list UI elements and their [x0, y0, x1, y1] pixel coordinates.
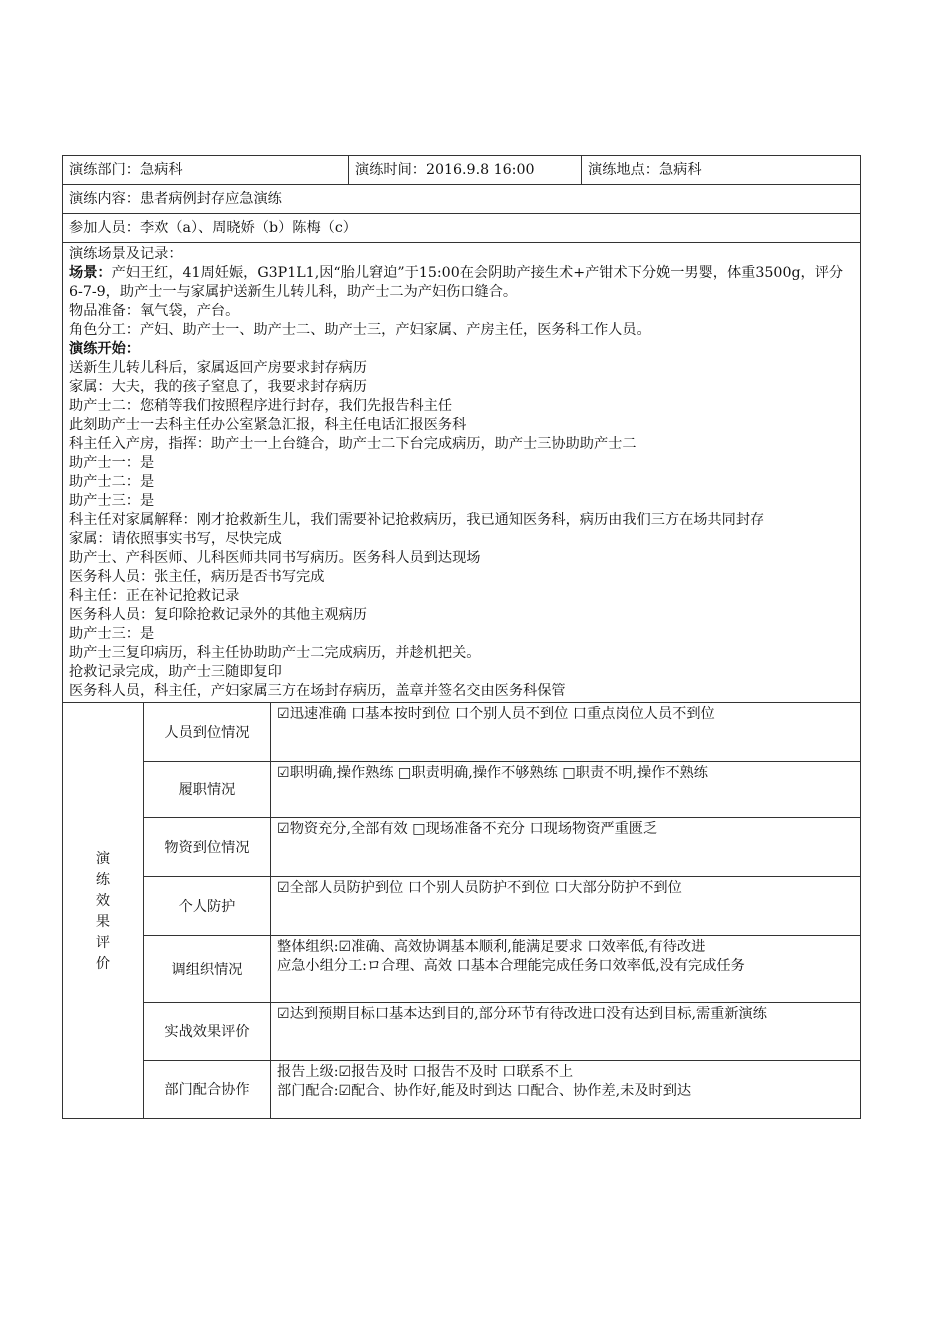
dialog-line: 医务科人员：张主任，病历是否书写完成	[69, 569, 325, 585]
dialog-line: 助产士三：是	[69, 626, 155, 642]
scene-record	[63, 243, 861, 703]
drill-place: 演练地点：急病科	[582, 156, 861, 185]
evaluation-title	[63, 703, 144, 1119]
eval-row	[63, 877, 861, 936]
eval-label: 个人防护	[144, 877, 271, 936]
eval-label: 实战效果评价	[144, 1003, 271, 1061]
eval-option-line: ☑达到预期目标口基本达到目的,部分环节有待改进口没有达到目标,需重新演练	[277, 1006, 767, 1022]
dialog-line: 抢救记录完成，助产士三随即复印	[69, 664, 282, 680]
dialog-line: 此刻助产士一去科主任办公室紧急汇报，科主任电话汇报医务科	[69, 417, 467, 433]
eval-options	[271, 762, 861, 818]
eval-row	[63, 1003, 861, 1061]
eval-option-line: ☑迅速准确 口基本按时到位 口个别人员不到位 口重点岗位人员不到位	[277, 706, 715, 722]
eval-option-line: 部门配合:☑配合、协作好,能及时到达 口配合、协作差,未及时到达	[277, 1083, 692, 1099]
scene-paragraph	[69, 264, 854, 302]
eval-row	[63, 936, 861, 1003]
dialog-line: 助产士三复印病历，科主任协助助产士二完成病历，并趁机把关。	[69, 645, 481, 661]
eval-option-line: ☑职明确,操作熟练 □职责明确,操作不够熟练 □职责不明,操作不熟练	[277, 765, 708, 781]
eval-option-line: 报告上级:☑报告及时 口报告不及时 口联系不上	[277, 1064, 574, 1080]
drill-table	[62, 155, 861, 1119]
dialog-line: 医务科人员，科主任，产妇家属三方在场封存病历，盖章并签名交由医务科保管	[69, 683, 566, 699]
scene-heading: 演练场景及记录：	[69, 246, 183, 262]
eval-options	[271, 1003, 861, 1061]
eval-options	[271, 1061, 861, 1119]
eval-options	[271, 703, 861, 762]
eval-label: 人员到位情况	[144, 703, 271, 762]
evaluation-title-char: 效	[95, 892, 111, 909]
eval-option-line: ☑全部人员防护到位 口个别人员防护不到位 口大部分防护不到位	[277, 880, 682, 896]
scene-label: 场景：	[69, 265, 112, 281]
eval-options	[271, 818, 861, 877]
drill-start-heading: 演练开始：	[69, 341, 140, 357]
eval-label: 履职情况	[144, 762, 271, 818]
content-row	[63, 185, 861, 214]
dialog-line: 送新生儿转儿科后，家属返回产房要求封存病历	[69, 360, 367, 376]
eval-options	[271, 936, 861, 1003]
dialog-line: 助产士三：是	[69, 493, 155, 509]
drill-participants: 参加人员：李欢（a）、周晓娇（b）陈梅（c）	[63, 214, 861, 243]
drill-record-form	[62, 155, 860, 1119]
eval-row	[63, 1061, 861, 1119]
header-row	[63, 156, 861, 185]
dialog-line: 助产士、产科医师、儿科医师共同书写病历。医务科人员到达现场	[69, 550, 481, 566]
dialog-line: 医务科人员：复印除抢救记录外的其他主观病历	[69, 607, 367, 623]
dialog-line: 家属：请依照事实书写，尽快完成	[69, 531, 282, 547]
dialog-line: 助产士二：您稍等我们按照程序进行封存，我们先报告科主任	[69, 398, 453, 414]
drill-time: 演练时间：2016.9.8 16:00	[349, 156, 582, 185]
eval-option-line: 整体组织:☑准确、高效协调基本顺利,能满足要求 口效率低,有待改进	[277, 939, 706, 955]
eval-row	[63, 818, 861, 877]
scene-row	[63, 243, 861, 703]
eval-option-line: ☑物资充分,全部有效 □现场准备不充分 口现场物资严重匮乏	[277, 821, 658, 837]
dialog-line: 科主任：正在补记抢救记录	[69, 588, 240, 604]
eval-label: 物资到位情况	[144, 818, 271, 877]
dialog-line: 科主任入产房，指挥：助产士一上台缝合，助产士二下台完成病历，助产士三协助助产士二	[69, 436, 637, 452]
eval-option-line: 应急小组分工:ロ合理、高效 口基本合理能完成任务口效率低,没有完成任务	[277, 958, 745, 974]
eval-row	[63, 703, 861, 762]
role-assignment: 角色分工：产妇、助产士一、助产士二、助产士三，产妇家属、产房主任，医务科工作人员。	[69, 322, 651, 338]
scene-text: 产妇王红，41周妊娠，G3P1L1,因“胎儿窘迫”于15:00在会阴助产接生术+产钳术下分娩一男婴，体重3500g，评分6-7-9，助产士一与家属护送新生儿转儿科，助产士二为产妇伤口缝合。	[69, 265, 844, 300]
evaluation-title-char: 评	[95, 934, 111, 951]
evaluation-title-char: 价	[95, 955, 111, 972]
eval-options	[271, 877, 861, 936]
eval-label: 部门配合协作	[144, 1061, 271, 1119]
dialog-line: 助产士二：是	[69, 474, 155, 490]
dialog-line: 助产士一：是	[69, 455, 155, 471]
evaluation-title-char: 练	[95, 871, 111, 888]
eval-label: 调组织情况	[144, 936, 271, 1003]
eval-row	[63, 762, 861, 818]
dialog-line: 家属：大夫，我的孩子窒息了，我要求封存病历	[69, 379, 367, 395]
dialog-line: 科主任对家属解释：刚才抢救新生儿，我们需要补记抢救病历，我已通知医务科，病历由我们三方在场共同封存	[69, 512, 765, 528]
participants-row	[63, 214, 861, 243]
items-prepared: 物品准备：氧气袋，产台。	[69, 303, 240, 319]
drill-dept: 演练部门：急病科	[63, 156, 349, 185]
evaluation-title-char: 果	[95, 913, 111, 930]
drill-content: 演练内容：患者病例封存应急演练	[63, 185, 861, 214]
evaluation-title-char: 演	[95, 850, 111, 867]
